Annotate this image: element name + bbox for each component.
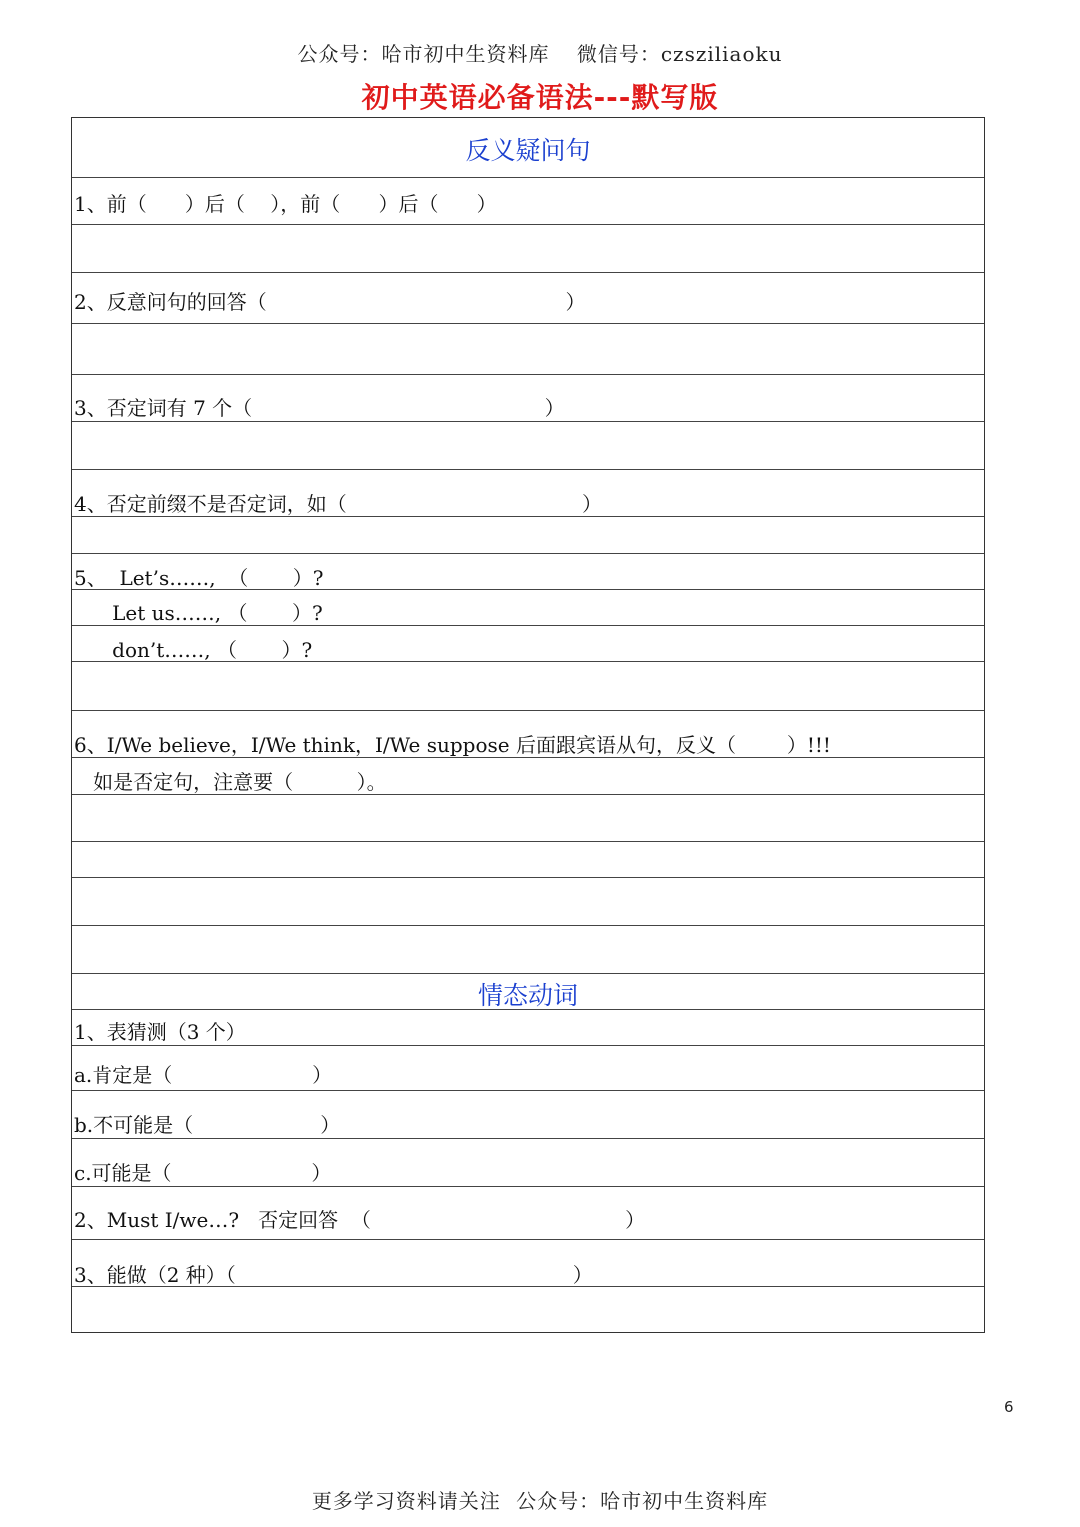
row-divider [72,177,984,178]
modal-item-1: 1、表猜测（3 个） [74,1020,246,1044]
tag-question-item-6-note: 如是否定句，注意要（ ）。 [74,770,387,794]
row-divider [72,841,984,842]
row-divider [72,757,984,758]
modal-item-3: 3、能做（2 种）（ ） [74,1263,593,1287]
modal-item-2: 2、Must I/we…? 否定回答 （ ） [74,1208,646,1232]
modal-item-a: a.肯定是（ ） [74,1063,333,1087]
row-divider [72,1239,984,1240]
row-divider [72,1138,984,1139]
row-divider [72,877,984,878]
row-divider [72,224,984,225]
header-wechat: 微信号：czsziliaoku [576,42,783,66]
tag-question-item-5b: Let us……, （ ）? [74,601,323,625]
page-number: 6 [1004,1398,1014,1416]
page-footer [0,1485,1080,1514]
row-divider [72,661,984,662]
header-account: 公众号：哈市初中生资料库 [297,42,550,66]
footer-account: 公众号：哈市初中生资料库 [516,1489,769,1513]
tag-question-item-1: 1、前（ ）后（ ），前（ ）后（ ） [74,192,497,216]
row-divider [72,272,984,273]
row-divider [72,589,984,590]
section-title-modal-verbs: 情态动词 [477,981,578,1010]
modal-item-c: c.可能是（ ） [74,1161,332,1185]
modal-item-b: b.不可能是（ ） [74,1113,341,1137]
tag-question-item-5c: don’t……, （ ）? [74,638,313,662]
row-divider [72,1186,984,1187]
tag-question-item-6: 6、I/We believe，I/We think，I/We suppose 后面跟宾语从句，反义（ ）!!! [74,733,831,757]
row-divider [72,469,984,470]
tag-question-item-4: 4、否定前缀不是否定词，如（ ） [74,492,602,516]
row-divider [72,794,984,795]
row-divider [72,553,984,554]
row-divider [72,1090,984,1091]
row-divider [72,421,984,422]
row-divider [72,710,984,711]
row-divider [72,625,984,626]
row-divider [72,516,984,517]
row-divider [72,1286,984,1287]
tag-question-item-2: 2、反意问句的回答（ ） [74,290,586,314]
worksheet-table [71,117,985,1333]
page-header [0,38,1080,67]
tag-question-item-3: 3、否定词有 7 个（ ） [74,396,565,420]
section-title-tag-questions: 反义疑问句 [465,136,591,165]
row-divider [72,323,984,324]
row-divider [72,1045,984,1046]
row-divider [72,374,984,375]
document-title: 初中英语必备语法---默写版 [361,81,719,114]
row-divider [72,973,984,974]
row-divider [72,1009,984,1010]
row-divider [72,925,984,926]
footer-prompt: 更多学习资料请关注 [311,1489,501,1513]
tag-question-item-5a: 5、 Let’s……, （ ）? [74,566,324,590]
